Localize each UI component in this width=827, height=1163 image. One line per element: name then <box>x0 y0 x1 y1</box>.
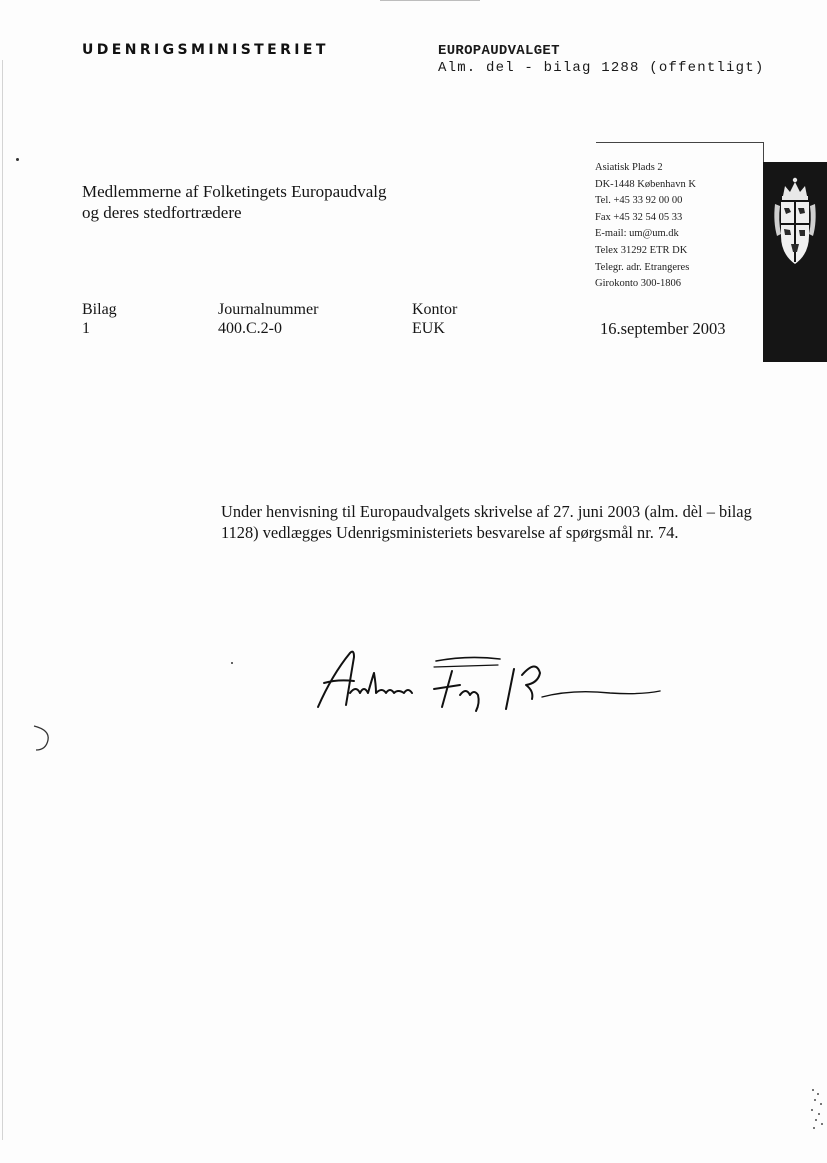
reference-kontor <box>412 300 457 338</box>
noise-icon <box>808 1085 826 1135</box>
scan-speck <box>16 158 19 161</box>
stamp-committee-name: EUROPAUDVALGET <box>438 43 560 59</box>
body-paragraph: Under henvisning til Europaudvalgets skrivelse af 27. juni 2003 (alm. dèl – bilag 1128) vedlægges Udenrigsministeriets besvarelse af spørgsmål nr. 74. <box>221 502 752 542</box>
contact-email: E-mail: um@um.dk <box>595 228 679 240</box>
ministry-letterhead: UDENRIGSMINISTERIET <box>82 42 329 58</box>
contact-address: Asiatisk Plads 2 <box>595 162 663 173</box>
royal-crest-icon <box>771 174 819 274</box>
reference-bilag <box>82 300 117 338</box>
signature-icon <box>310 645 670 725</box>
reference-journal <box>218 300 318 338</box>
scan-speck <box>231 662 233 664</box>
top-rule <box>380 0 480 1</box>
journal-value: 400.C.2-0 <box>218 320 282 337</box>
contact-divider-vertical <box>763 142 764 162</box>
kontor-label: Kontor <box>412 301 458 318</box>
recipient-block <box>82 181 387 223</box>
journal-label: Journalnummer <box>218 301 319 318</box>
contact-city: DK-1448 København K <box>595 178 696 190</box>
scan-edge-line <box>2 60 3 1140</box>
contact-block <box>595 160 696 293</box>
committee-stamp <box>438 43 764 77</box>
margin-mark <box>28 724 54 759</box>
kontor-value: EUK <box>412 320 445 337</box>
stamp-document-reference: Alm. del - bilag 1288 (offentligt) <box>438 60 765 76</box>
bilag-label: Bilag <box>82 301 117 318</box>
hole-punch-mark-icon <box>28 724 54 754</box>
recipient-line-1: Medlemmerne af Folketingets Europaudvalg <box>82 182 387 201</box>
letter-date: 16.september 2003 <box>600 319 726 338</box>
bilag-value: 1 <box>82 320 90 337</box>
contact-telex: Telex 31292 ETR DK <box>595 244 688 256</box>
contact-tel: Tel. +45 33 92 00 00 <box>595 195 683 207</box>
contact-telegram: Telegr. adr. Etrangeres <box>595 261 690 273</box>
contact-divider <box>596 142 764 143</box>
crest-panel <box>763 162 827 362</box>
handwritten-signature <box>310 645 670 730</box>
contact-giro: Girokonto 300-1806 <box>595 278 682 290</box>
scan-noise-corner <box>808 1085 826 1140</box>
contact-fax: Fax +45 32 54 05 33 <box>595 211 683 223</box>
recipient-line-2: og deres stedfortrædere <box>82 203 242 222</box>
